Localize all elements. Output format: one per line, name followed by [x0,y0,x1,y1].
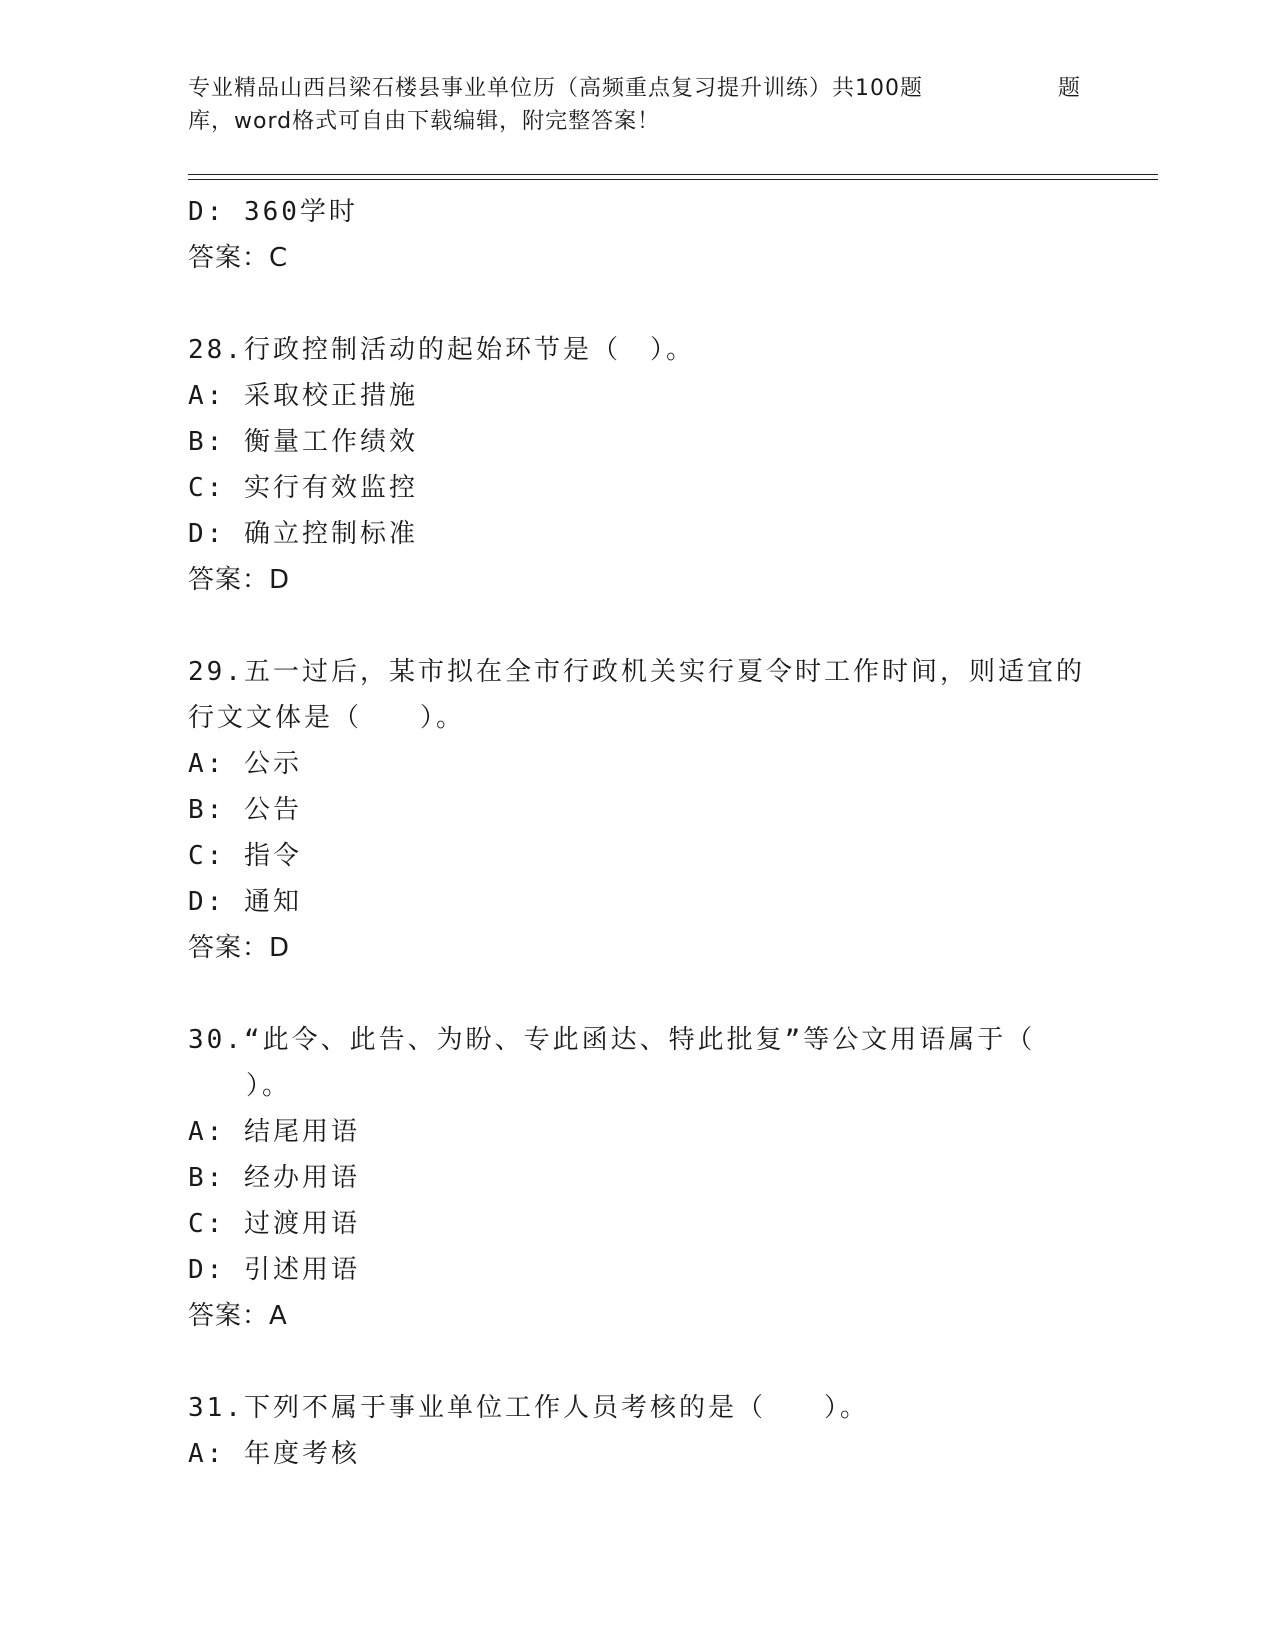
spacer [188,281,1088,327]
header-title-line2: 库，word格式可自由下载编辑，附完整答案！ [188,109,661,134]
question-30 [188,1017,1088,1339]
option-a: A: 结尾用语 [188,1117,360,1147]
spacer [188,603,1088,649]
question-stem-line2: 行文文体是（ ）。 [188,703,466,733]
option-a: A: 采取校正措施 [188,381,418,411]
question-stem-line2: ）。 [246,1071,292,1101]
question-29 [188,649,1088,971]
question-stem-line1: 29.五一过后，某市拟在全市行政机关实行夏令时工作时间，则适宜的 [188,657,1085,687]
question-list [188,189,1088,1477]
header-title-tail: 题 [1058,76,1082,101]
question-31 [188,1385,1088,1477]
option-b: B: 衡量工作绩效 [188,427,418,457]
header-divider-top [188,174,1158,175]
question-stem: 31.下列不属于事业单位工作人员考核的是（ ）。 [188,1393,869,1423]
option-c: C: 过渡用语 [188,1209,360,1239]
question-stem: 28.行政控制活动的起始环节是（ ）。 [188,335,695,365]
answer-line: 答案：D [188,933,291,963]
option-a: A: 公示 [188,749,302,779]
previous-question-tail [188,189,1088,281]
option-b: B: 公告 [188,795,302,825]
option-d: D: 引述用语 [188,1255,360,1285]
option-d: D: 通知 [188,887,302,917]
option-d: D: 360学时 [188,197,358,227]
header-divider-bottom [188,179,1158,180]
option-c: C: 指令 [188,841,302,871]
question-28 [188,327,1088,603]
answer-line: 答案：A [188,1301,288,1331]
answer-line: 答案：C [188,243,289,273]
page-header [188,72,1148,138]
answer-line: 答案：D [188,565,291,595]
spacer [188,1339,1088,1385]
option-b: B: 经办用语 [188,1163,360,1193]
header-title-line1: 专业精品山西吕梁石楼县事业单位历（高频重点复习提升训练）共100题 [188,76,923,101]
option-d: D: 确立控制标准 [188,519,418,549]
question-stem-line1: 30.“此令、此告、为盼、专此函达、特此批复”等公文用语属于（ [188,1025,1036,1055]
spacer [188,971,1088,1017]
option-a: A: 年度考核 [188,1439,360,1469]
option-c: C: 实行有效监控 [188,473,418,503]
